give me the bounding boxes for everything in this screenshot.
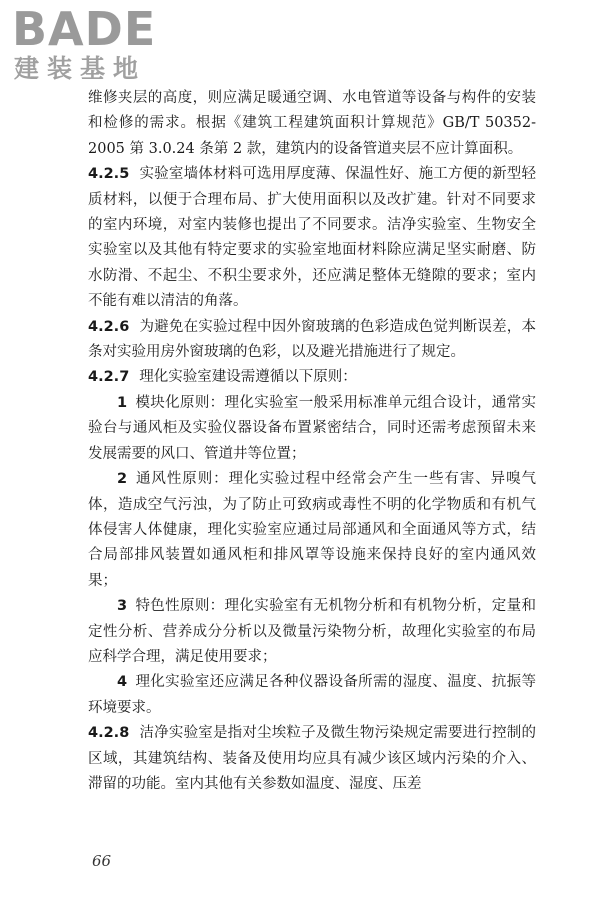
clause-text: 洁净实验室是指对尘埃粒子及微生物污染规定需要进行控制的区域，其建筑结构、装备及使用均应具有减少该区域内污染的介入、滞留的功能。室内其他有关参数如温度、湿度、压差	[88, 725, 536, 792]
principle-4	[88, 670, 536, 721]
clause-4-2-8	[88, 721, 536, 797]
principle-text: 理化实验室还应满足各种仪器设备所需的湿度、温度、抗振等环境要求。	[88, 674, 536, 716]
clause-4-2-7	[88, 365, 536, 390]
clause-text: 理化实验室建设需遵循以下原则：	[139, 369, 357, 386]
clause-number: 4.2.7	[88, 369, 130, 386]
paragraph-continued	[88, 86, 536, 162]
principle-2	[88, 467, 536, 594]
principle-1	[88, 391, 536, 467]
principle-text: 模块化原则：理化实验室一般采用标准单元组合设计，通常实验台与通风柜及实验仪器设备布置紧密结合，同时还需考虑预留未来发展需要的风口、管道井等位置；	[88, 394, 536, 462]
principle-number: 4	[117, 674, 128, 691]
logo-cjk-text: 建装基地	[14, 54, 147, 83]
clause-text: 实验室墙体材料可选用厚度薄、保温性好、施工方便的新型轻质材料，以便于合理布局、扩大使用面积以及改扩建。针对不同要求的室内环境，对室内装修也提出了不同要求。洁净实验室、生物安全实验室以及其他有特定要求的实验室地面材料除应满足坚实耐磨、防水防滑、不起尘、不积尘要求外，还应满足整体无缝隙的要求；室内不能有难以清洁的角落。	[88, 166, 536, 310]
principle-number: 2	[117, 471, 128, 488]
clause-number: 4.2.5	[88, 166, 130, 183]
principle-number: 1	[117, 394, 128, 411]
clause-4-2-6	[88, 315, 536, 366]
page-number: 66	[92, 852, 112, 870]
logo-latin-text: BADE	[12, 2, 157, 56]
principle-number: 3	[117, 598, 128, 615]
clause-number: 4.2.6	[88, 318, 130, 335]
clause-4-2-5	[88, 162, 536, 314]
paragraph-text: 维修夹层的高度，则应满足暖通空调、水电管道等设备与构件的安装和检修的需求。根据《建筑工程建筑面积计算规范》GB/T 50352-2005 第 3.0.24 条第 2 款，建筑内的设备管道夹层不应计算面积。	[88, 90, 536, 157]
clause-number: 4.2.8	[88, 725, 130, 742]
principle-text: 通风性原则：理化实验过程中经常会产生一些有害、异嗅气体，造成空气污浊，为了防止可致病或毒性不明的化学物质和有机气体侵害人体健康，理化实验室应通过局部通风和全面通风等方式，结合局部排风装置如通风柜和排风罩等设施来保持良好的室内通风效果；	[88, 471, 536, 589]
document-body	[88, 86, 536, 797]
principle-text: 特色性原则：理化实验室有无机物分析和有机物分析，定量和定性分析、营养成分分析以及微量污染物分析，故理化实验室的布局应科学合理，满足使用要求；	[88, 598, 536, 665]
principle-3	[88, 594, 536, 670]
logo	[12, 4, 182, 86]
clause-text: 为避免在实验过程中因外窗玻璃的色彩造成色觉判断误差，本条对实验用房外窗玻璃的色彩，以及避光措施进行了规定。	[88, 318, 536, 361]
